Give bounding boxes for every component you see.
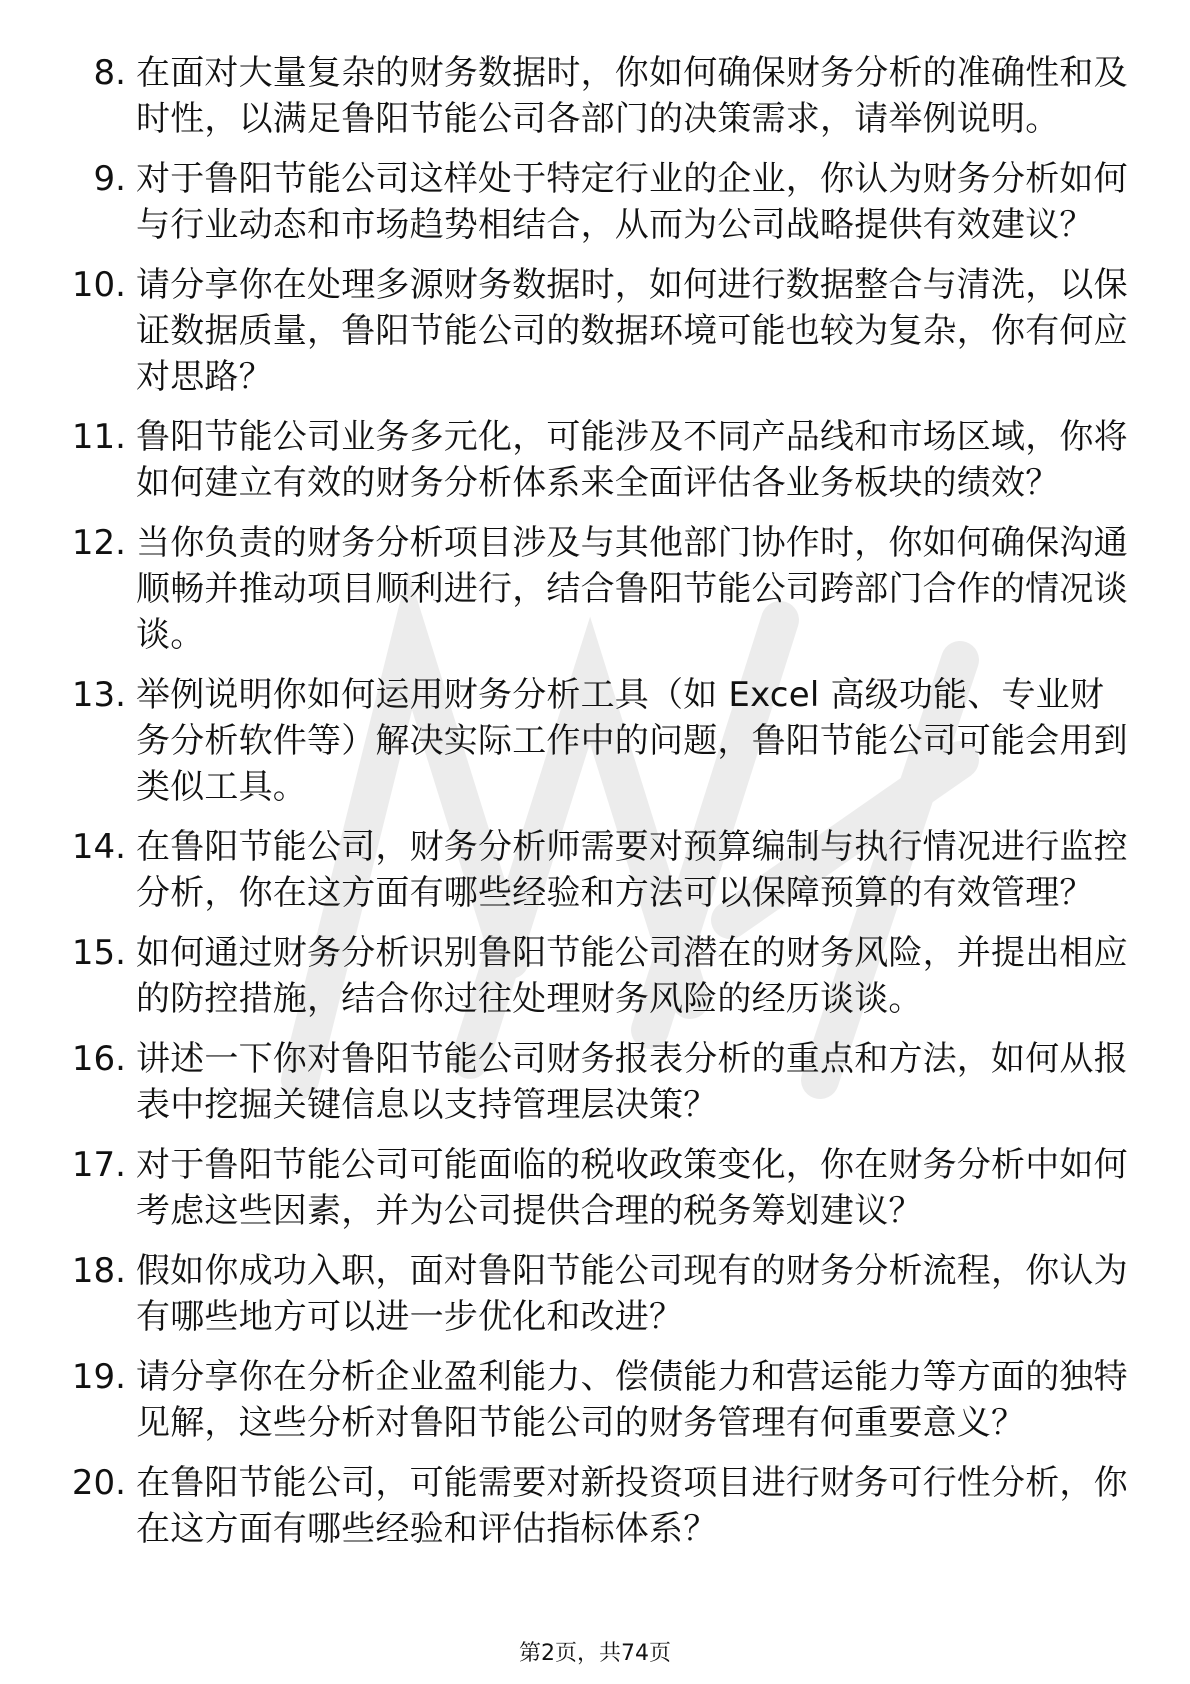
question-item (70, 1036, 1130, 1128)
question-number: 8. (93, 53, 126, 93)
question-text: 对于鲁阳节能公司可能面临的税收政策变化，你在财务分析中如何考虑这些因素，并为公司提供合理的税务筹划建议？ (136, 1145, 1128, 1231)
question-item (70, 520, 1130, 658)
question-text: 举例说明你如何运用财务分析工具（如 Excel 高级功能、专业财务分析软件等）解决实际工作中的问题，鲁阳节能公司可能会用到类似工具。 (136, 675, 1128, 807)
question-text: 在鲁阳节能公司，可能需要对新投资项目进行财务可行性分析，你在这方面有哪些经验和评估指标体系？ (136, 1463, 1128, 1549)
question-text: 在鲁阳节能公司，财务分析师需要对预算编制与执行情况进行监控分析，你在这方面有哪些经验和方法可以保障预算的有效管理？ (136, 827, 1128, 913)
question-item (70, 1460, 1130, 1552)
question-number: 13. (71, 675, 126, 715)
question-number: 19. (71, 1357, 126, 1397)
question-item (70, 50, 1130, 142)
question-list (70, 50, 1130, 1566)
question-item (70, 824, 1130, 916)
question-item (70, 1248, 1130, 1340)
question-number: 14. (71, 827, 126, 867)
question-item (70, 156, 1130, 248)
question-text: 当你负责的财务分析项目涉及与其他部门协作时，你如何确保沟通顺畅并推动项目顺利进行，结合鲁阳节能公司跨部门合作的情况谈谈。 (136, 523, 1128, 655)
question-item (70, 1142, 1130, 1234)
question-number: 20. (71, 1463, 126, 1503)
question-number: 17. (71, 1145, 126, 1185)
question-text: 假如你成功入职，面对鲁阳节能公司现有的财务分析流程，你认为有哪些地方可以进一步优化和改进？ (136, 1251, 1128, 1337)
question-number: 12. (71, 523, 126, 563)
question-number: 9. (93, 159, 126, 199)
question-number: 18. (71, 1251, 126, 1291)
question-item (70, 1354, 1130, 1446)
question-text: 讲述一下你对鲁阳节能公司财务报表分析的重点和方法，如何从报表中挖掘关键信息以支持管理层决策？ (136, 1039, 1128, 1125)
question-item (70, 930, 1130, 1022)
question-number: 11. (71, 417, 126, 457)
page-footer: 第2页，共74页 (519, 1641, 671, 1666)
question-text: 在面对大量复杂的财务数据时，你如何确保财务分析的准确性和及时性，以满足鲁阳节能公司各部门的决策需求，请举例说明。 (136, 53, 1128, 139)
question-text: 如何通过财务分析识别鲁阳节能公司潜在的财务风险，并提出相应的防控措施，结合你过往处理财务风险的经历谈谈。 (136, 933, 1128, 1019)
question-item (70, 262, 1130, 400)
question-text: 鲁阳节能公司业务多元化，可能涉及不同产品线和市场区域，你将如何建立有效的财务分析体系来全面评估各业务板块的绩效？ (136, 417, 1128, 503)
question-number: 16. (71, 1039, 126, 1079)
question-text: 对于鲁阳节能公司这样处于特定行业的企业，你认为财务分析如何与行业动态和市场趋势相结合，从而为公司战略提供有效建议？ (136, 159, 1128, 245)
question-number: 15. (71, 933, 126, 973)
question-item (70, 414, 1130, 506)
question-text: 请分享你在分析企业盈利能力、偿债能力和营运能力等方面的独特见解，这些分析对鲁阳节能公司的财务管理有何重要意义？ (136, 1357, 1128, 1443)
question-text: 请分享你在处理多源财务数据时，如何进行数据整合与清洗，以保证数据质量，鲁阳节能公司的数据环境可能也较为复杂，你有何应对思路？ (136, 265, 1128, 397)
question-item (70, 672, 1130, 810)
question-number: 10. (71, 265, 126, 305)
